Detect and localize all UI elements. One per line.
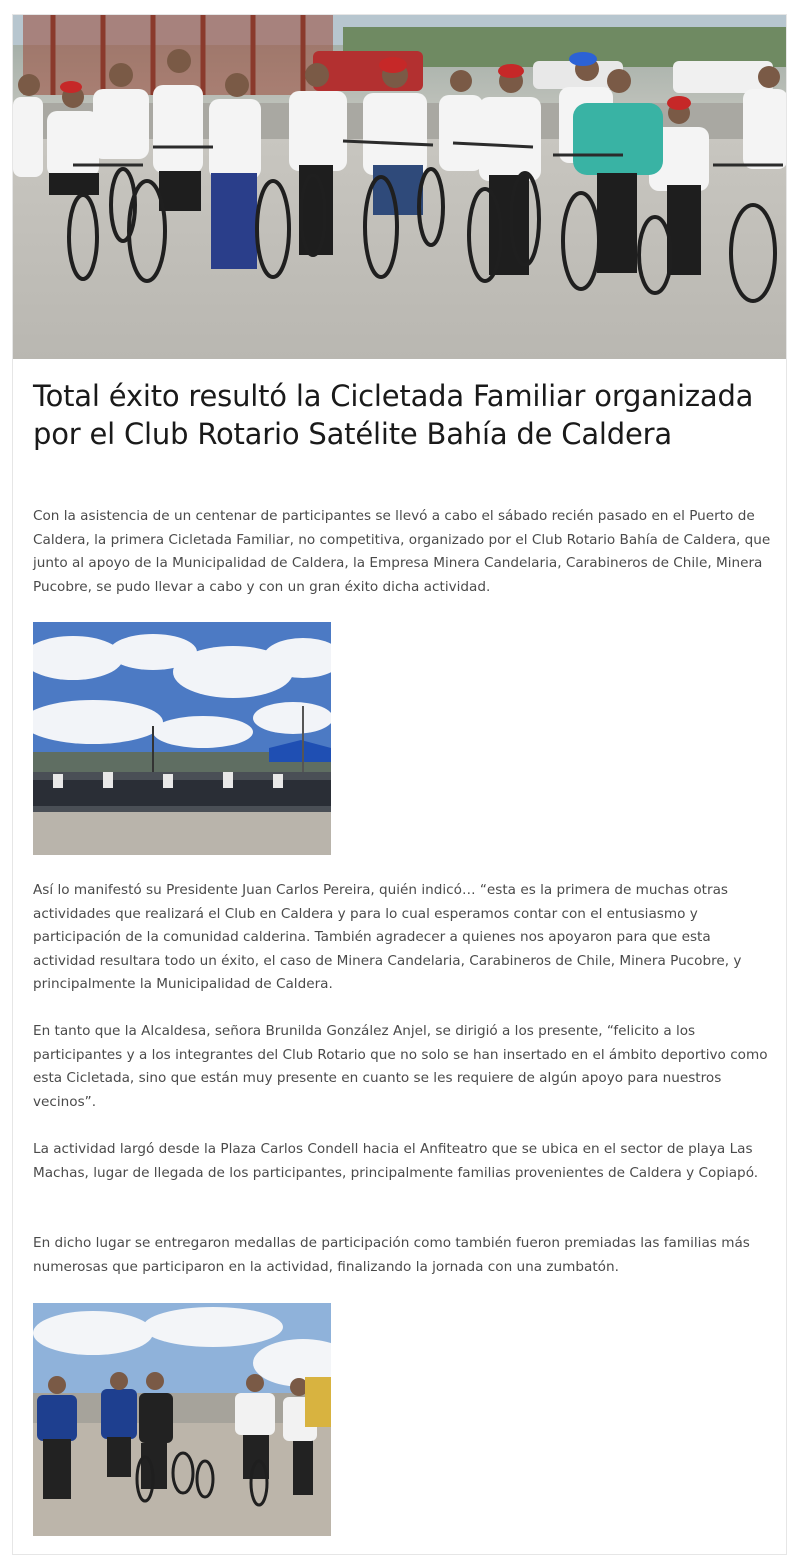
article-paragraph-3: En tanto que la Alcaldesa, señora Brunilda González Anjel, se dirigió a los presente, “felicito a los participantes y a los integrantes del Club Rotario que no solo se han insertado en el ámbito deportivo como esta Cicletada, sino que están muy presente en cuanto se les requiere de algún apoyo para nuestros vecinos”. bbox=[33, 1023, 768, 1110]
article-paragraph-5: En dicho lugar se entregaron medallas de participación como también fueron premiadas las familias más numerosas que participaron en la actividad, finalizando la jornada con una zumbatón. bbox=[33, 1235, 750, 1275]
article-paragraph-4: La actividad largó desde la Plaza Carlos Condell hacia el Anfiteatro que se ubica en el sector de playa Las Machas, lugar de llegada de los participantes, principalmente familias provenientes de Caldera y Copiapó. bbox=[33, 1141, 759, 1181]
hero-photo-cyclists-group bbox=[13, 15, 787, 359]
article-title: Total éxito resultó la Cicletada Familiar organizada por el Club Rotario Satélite Bahía de Caldera bbox=[33, 379, 754, 451]
article-paragraph-2: Así lo manifestó su Presidente Juan Carlos Pereira, quién indicó… “esta es la primera de muchas otras actividades que realizará el Club en Caldera y para lo cual esperamos contar con el entusiasmo y participación de la comunidad calderina. También agradecer a quienes nos apoyaron para que esta actividad resultara todo un éxito, el caso de Minera Candelaria, Carabineros de Chile, Minera Pucobre, y principalmente la Municipalidad de Caldera. bbox=[33, 882, 742, 992]
article-paragraph-1: Con la asistencia de un centenar de participantes se llevó a cabo el sábado recién pasado en el Puerto de Caldera, la primera Cicletada Familiar, no competitiva, organizado por el Club Rotario Bahía de Caldera, que junto al apoyo de la Municipalidad de Caldera, la Empresa Minera Candelaria, Carabineros de Chile, Minera Pucobre, se pudo llevar a cabo y con un gran éxito dicha actividad. bbox=[33, 508, 771, 595]
article-photo-2-organizers bbox=[33, 1303, 331, 1536]
article-card bbox=[12, 14, 787, 1555]
article-photo-1-start-area bbox=[33, 622, 331, 855]
